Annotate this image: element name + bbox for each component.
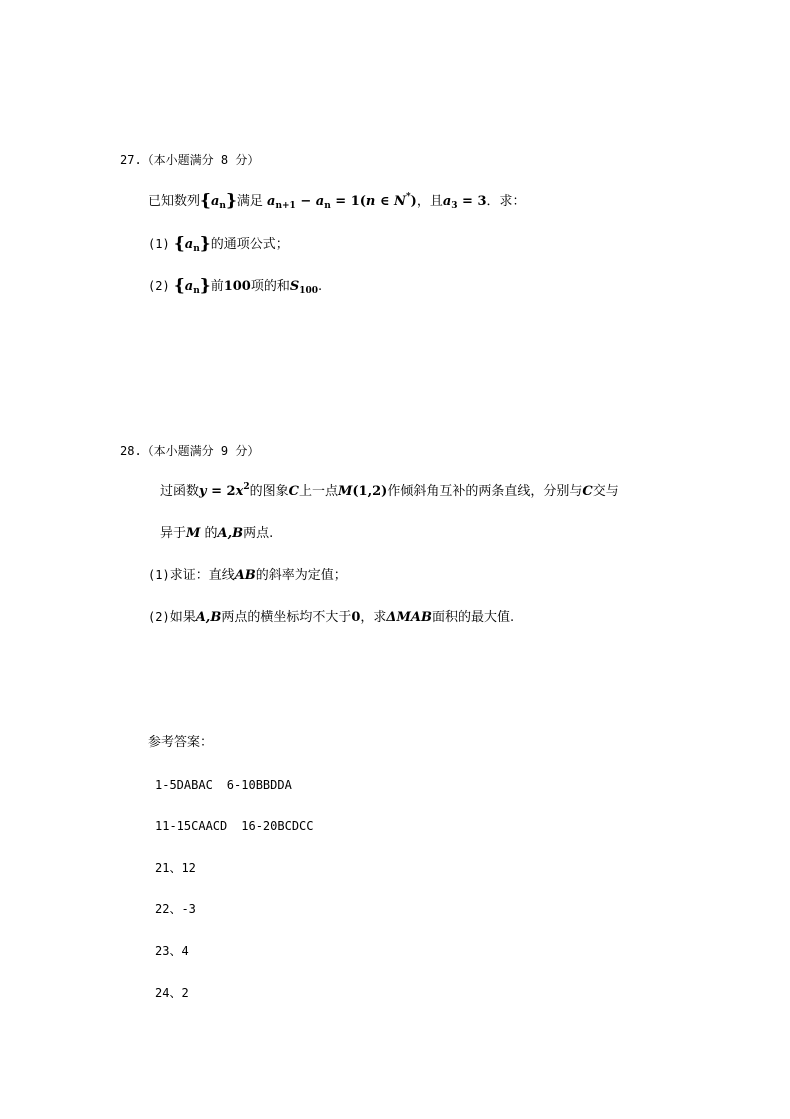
q28-part2-end: 面积的最大值.	[431, 610, 515, 625]
a3-letter: a	[442, 194, 452, 209]
q27-part2-num: (2)	[148, 279, 170, 293]
q28-part2-mid: 两点的横坐标均不大于	[221, 610, 352, 625]
q28-line1-mid2: 上一点	[298, 484, 338, 499]
sum-S-sub: 100	[299, 286, 319, 296]
rec-lhs-sub: n+1	[275, 201, 296, 211]
q28-line1-pre: 过函数	[160, 484, 200, 499]
q28-statement-line2	[160, 526, 273, 542]
q28-part2-pre: 如果	[169, 610, 196, 625]
answer-23: 23、4	[155, 944, 189, 958]
point-coords: (1,2)	[352, 484, 388, 499]
part1-AB: AB	[234, 568, 256, 583]
seq-letter: a	[184, 237, 194, 252]
left-brace-icon: {	[173, 234, 185, 254]
answer-21: 21、12	[155, 861, 196, 875]
rec-eq: = 1(	[330, 194, 366, 209]
q28-part2	[148, 609, 514, 626]
answer-11-15: 11-15CAACD	[155, 819, 228, 833]
answer-24: 24、2	[155, 986, 189, 1000]
a3-value: = 3	[457, 194, 487, 209]
q28-part1-num: (1)	[148, 568, 170, 582]
q27-condition-prefix: ，且	[416, 194, 443, 209]
sum-S: S	[289, 279, 300, 294]
seq-sub: n	[193, 286, 200, 296]
q28-line1-mid: 的图象	[249, 484, 289, 499]
rec-lhs-a: a	[267, 194, 276, 209]
curve-C: C	[288, 484, 299, 499]
q27-part2-pre: 前	[210, 279, 224, 294]
answer-22: 22、-3	[155, 902, 196, 916]
seq-letter: a	[210, 194, 220, 209]
q28-part2-num: (2)	[148, 610, 170, 624]
triangle-MAB: ΔMAB	[386, 610, 432, 625]
answers-heading: 参考答案：	[148, 735, 214, 750]
q27-part1-num: (1)	[148, 237, 170, 251]
left-brace-icon: {	[200, 191, 211, 211]
answer-1-5: 1-5DABAC	[155, 778, 213, 792]
q28-part1	[148, 567, 347, 584]
q27-intro-mid: 满足	[236, 194, 263, 209]
q28-heading: 28.（本小题满分 9 分）	[120, 444, 260, 458]
curve-C2: C	[582, 484, 593, 499]
point-M: M	[338, 484, 353, 499]
answer-6-10: 6-10BBDDA	[226, 778, 292, 792]
q27-part1	[148, 235, 289, 253]
q28-line2-end: 两点.	[243, 526, 274, 541]
q28-part1-pre: 求证：直线	[169, 568, 235, 583]
answer-16-20: 16-20BCDCC	[241, 819, 314, 833]
q27-statement	[148, 192, 526, 210]
q28-line1-tail: 交与	[592, 484, 619, 499]
func-exp: 2	[243, 482, 250, 492]
answers-row-2	[155, 818, 314, 834]
right-brace-icon: }	[199, 276, 211, 296]
q27-part1-text: 的通项公式；	[210, 237, 289, 252]
seq-sub: n	[219, 201, 226, 211]
func-eq: = 2	[206, 484, 236, 499]
right-brace-icon: }	[225, 191, 237, 211]
q27-part2	[148, 277, 322, 295]
q28-part1-end: 的斜率为定值；	[255, 568, 347, 583]
q27-heading: 27.（本小题满分 8 分）	[120, 153, 260, 167]
rec-rhs-sub: n	[324, 201, 331, 211]
q27-part2-mid: 项的和	[250, 279, 290, 294]
seq-sub: n	[193, 244, 200, 254]
rec-minus: −	[295, 194, 316, 209]
q27-condition-suffix: ．求：	[486, 194, 526, 209]
part2-AB: A,B	[195, 610, 222, 625]
answers-row-1	[155, 777, 292, 793]
right-brace-icon: }	[199, 234, 211, 254]
q28-line2-pre: 异于	[160, 526, 187, 541]
q27-part2-end: .	[318, 279, 323, 294]
func-y: y	[199, 484, 207, 499]
rec-star: *	[405, 192, 411, 202]
q28-line1-end: 作倾斜角互补的两条直线，分别与	[387, 484, 583, 499]
a3-sub: 3	[451, 201, 458, 211]
q28-part2-mid2: ，求	[360, 610, 387, 625]
seq-letter: a	[184, 279, 194, 294]
q27-part2-count: 100	[223, 279, 251, 294]
func-x: x	[235, 484, 244, 499]
q28-line2-mid: 的	[200, 526, 218, 541]
q28-statement-line1	[160, 484, 619, 500]
line2-M: M	[186, 526, 201, 541]
rec-in: ∈	[375, 194, 395, 209]
rec-close: )	[410, 194, 417, 209]
line2-AB: A,B	[217, 526, 244, 541]
rec-n: n	[365, 194, 376, 209]
rec-rhs-a: a	[315, 194, 325, 209]
rec-N: N	[394, 194, 406, 209]
part2-zero: 0	[351, 610, 361, 625]
left-brace-icon: {	[173, 276, 185, 296]
q27-intro-prefix: 已知数列	[148, 194, 201, 209]
